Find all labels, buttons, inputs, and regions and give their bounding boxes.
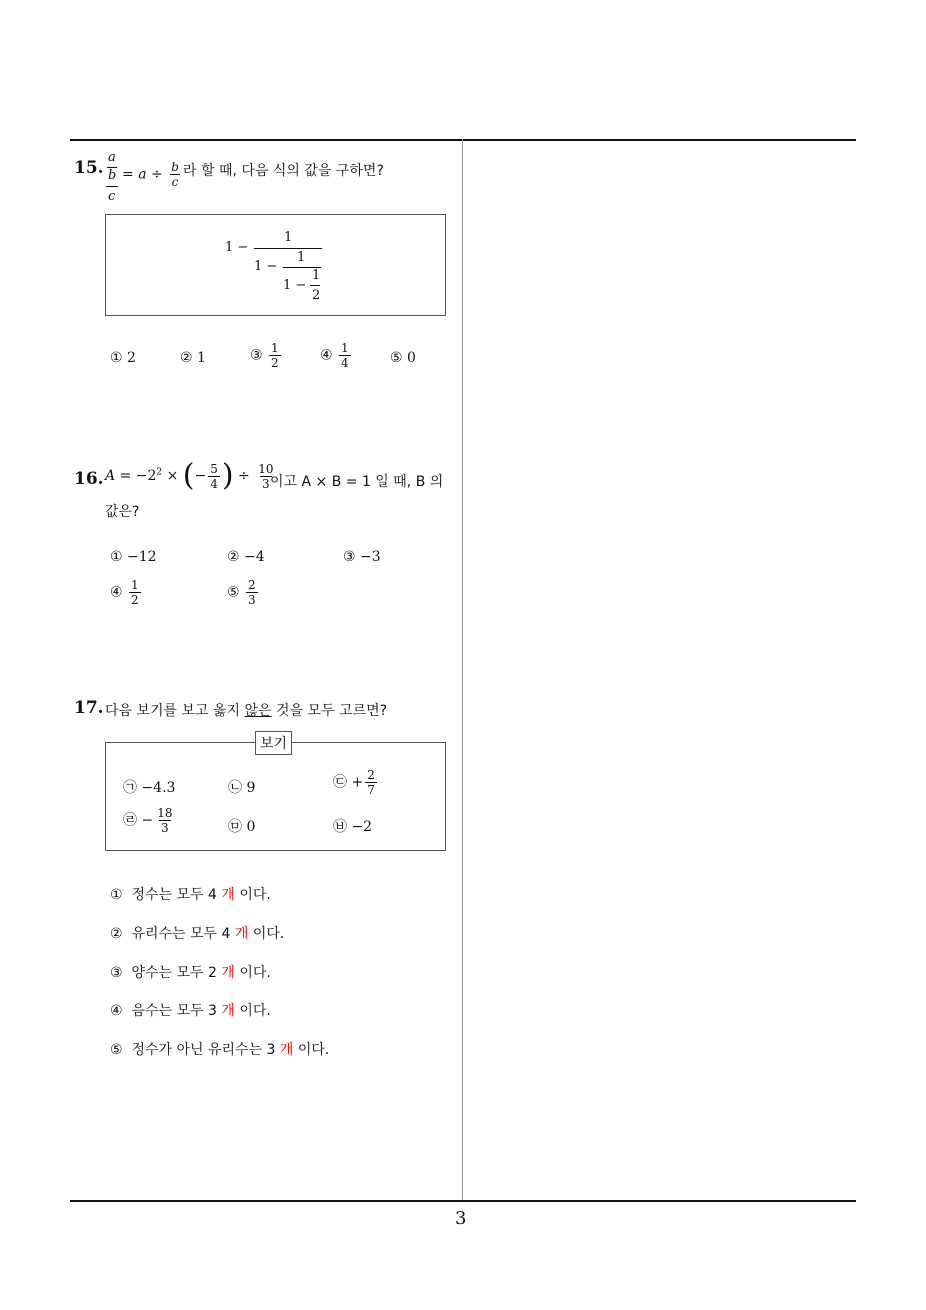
q15-choice-5[interactable]: ⑤ 0 (390, 350, 416, 366)
q16-expression: $A = -2^2$ × (− $\frac{5}{4}$ ) ÷ $\frac{10}{3}$ (105, 458, 274, 493)
q15-cf-num2: 1 (297, 250, 306, 265)
q15-cf-num1: 1 (284, 230, 293, 245)
top-rule (70, 139, 856, 141)
q15-outer-bar (106, 186, 118, 187)
q17-choice-5[interactable]: ⑤ 정수가 아닌 유리수는 3 개 이다. (110, 1042, 330, 1058)
q15-choice-2[interactable]: ② 1 (180, 350, 206, 366)
q17-choice-2[interactable]: ② 유리수는 모두 4 개 이다. (110, 926, 285, 942)
q15-cf-bar3 (310, 285, 320, 286)
q17-bogi-label: 보기 (255, 731, 292, 755)
q15-choice-1[interactable]: ① 2 (110, 350, 136, 366)
q15-stem-tail: 라 할 때, 다음 식의 값을 구하면? (183, 163, 384, 179)
q15-equation: = a ÷ $\frac{b}{c}$ (122, 160, 179, 189)
column-divider (462, 139, 463, 1201)
q15-cf-bar1 (254, 248, 322, 249)
q16-choice-3[interactable]: ③ −3 (343, 549, 381, 565)
q16-choice-5[interactable]: ⑤ $\frac{2}{3}$ (227, 578, 256, 607)
q15-cf-2: 1 − (254, 259, 278, 274)
q17-stem: 다음 보기를 보고 옳지 않은 것을 모두 고르면? (105, 703, 388, 719)
q16-stem-tail: 이고 A × B = 1 일 때, B 의 (270, 474, 444, 490)
bogi-item-3: ㉢ + $\frac{2}{7}$ (333, 768, 375, 797)
q16-stem-line2: 값은? (105, 504, 140, 520)
q15-choice-3[interactable]: ③ $\frac{1}{2}$ (250, 341, 279, 370)
q15-c: c (108, 189, 116, 204)
bottom-rule (70, 1200, 856, 1202)
q15-cf-den3: 2 (312, 288, 321, 303)
q17-choice-4[interactable]: ④ 음수는 모두 3 개 이다. (110, 1003, 271, 1019)
q15-choice-4[interactable]: ④ $\frac{1}{4}$ (320, 341, 349, 370)
q15-a: a (108, 150, 116, 165)
bogi-item-2: ㉡ 9 (228, 780, 256, 796)
bogi-item-6: ㉥ −2 (333, 819, 373, 835)
bogi-item-4: ㉣ − $\frac{18}{3}$ (123, 806, 173, 835)
q16-choice-4[interactable]: ④ $\frac{1}{2}$ (110, 578, 139, 607)
q15-cf-1: 1 − (225, 240, 249, 255)
q16-number: 16. (74, 469, 104, 489)
q17-choice-1[interactable]: ① 정수는 모두 4 개 이다. (110, 887, 271, 903)
q15-number: 15. (74, 158, 104, 178)
bogi-item-1: ㉠ −4.3 (123, 780, 176, 796)
q16-choice-1[interactable]: ① −12 (110, 549, 157, 565)
q17-number: 17. (74, 698, 104, 718)
page-number: 3 (455, 1208, 467, 1229)
q16-choice-2[interactable]: ② −4 (227, 549, 265, 565)
bogi-item-5: ㉤ 0 (228, 819, 256, 835)
q15-cf-3: 1 − (283, 278, 307, 293)
q17-choice-3[interactable]: ③ 양수는 모두 2 개 이다. (110, 965, 271, 981)
q15-cf-num3: 1 (312, 268, 321, 283)
q15-b: b (108, 168, 117, 183)
